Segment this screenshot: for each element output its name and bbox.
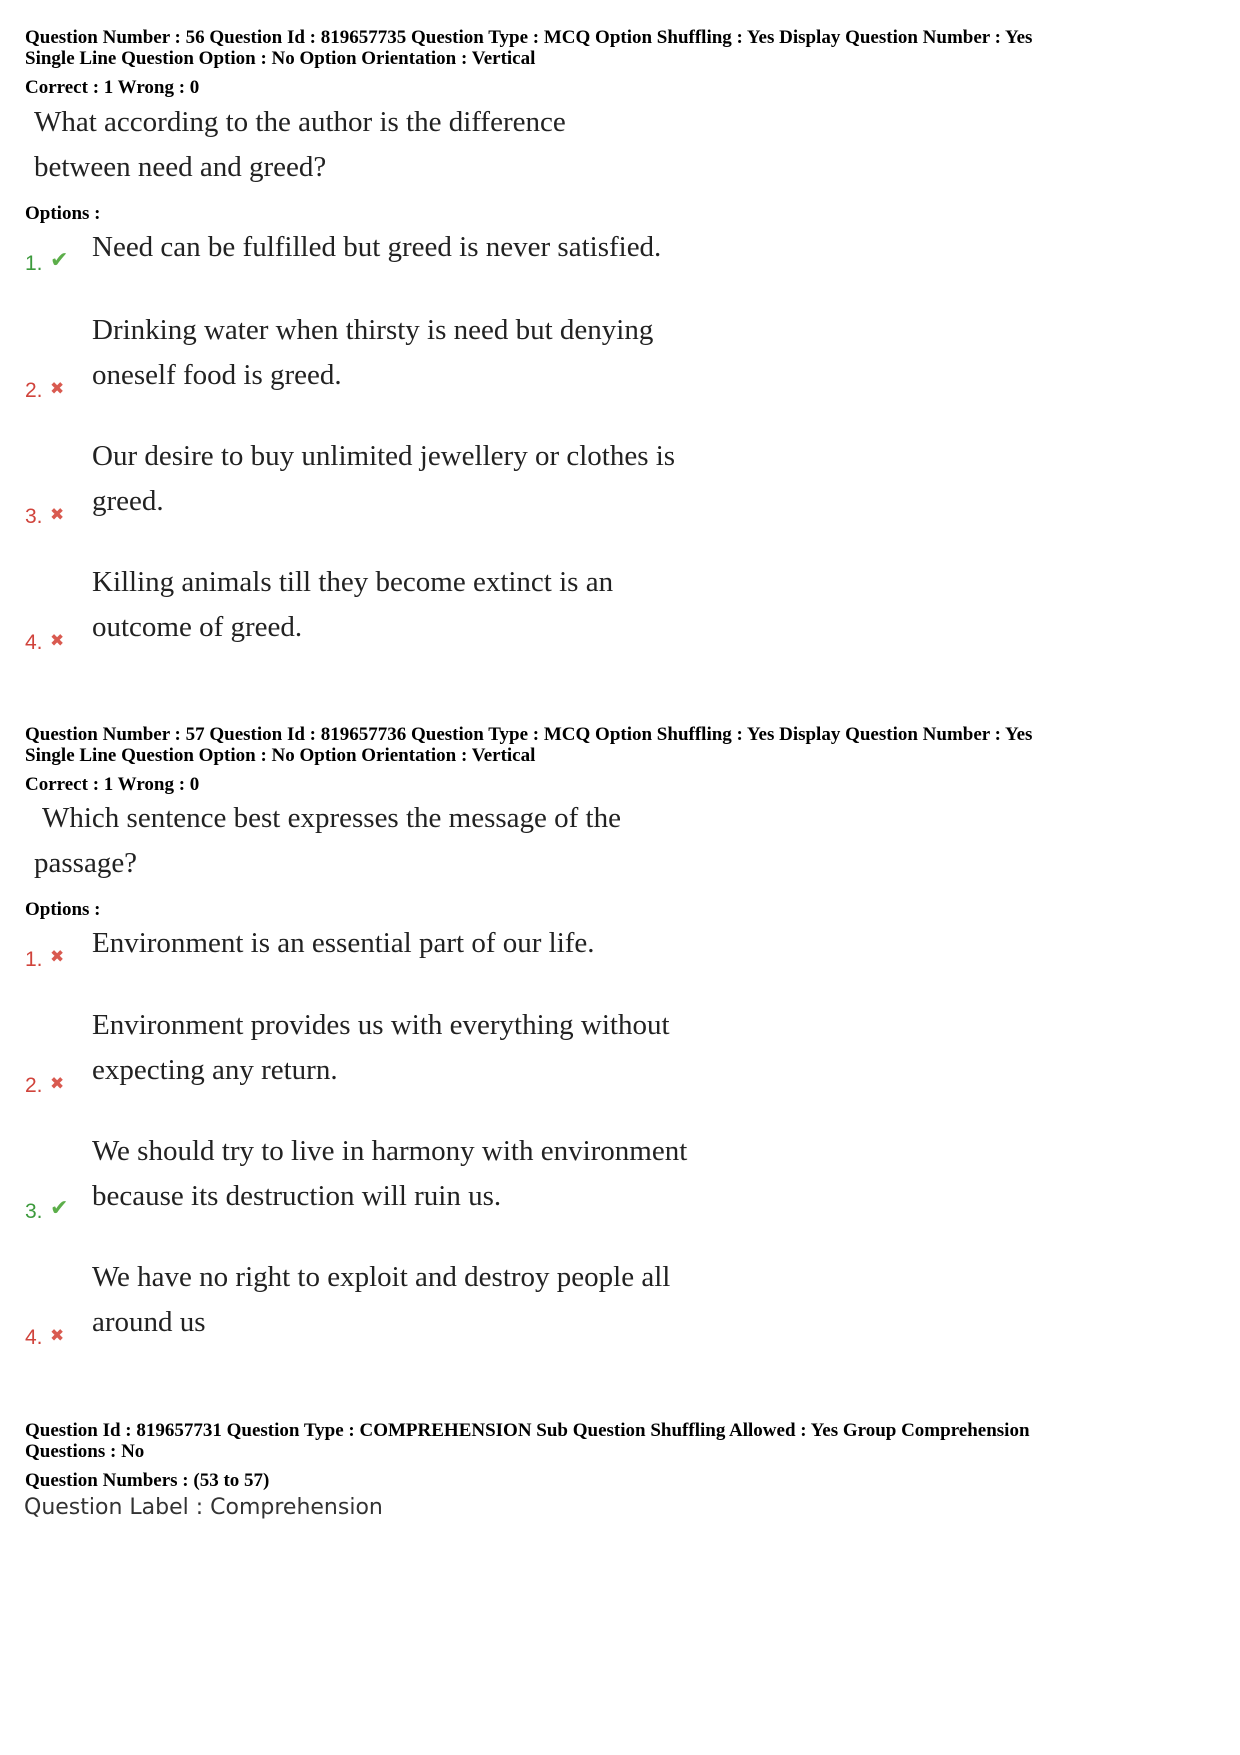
q57-option-2-text-line2: expecting any return. [92, 1054, 338, 1086]
q56-meta-line1: Question Number : 56 Question Id : 819657735 Question Type : MCQ Option Shuffling : Yes Display Question Number : Yes [25, 27, 1033, 48]
comprehension-meta-line2: Questions : No [25, 1441, 145, 1462]
q56-option-3-text-line2: greed. [92, 485, 164, 517]
q57-option-3-number: 3. [25, 1200, 43, 1223]
q57-option-3-text-line2: because its destruction will ruin us. [92, 1180, 502, 1212]
q56-options-heading: Options : [25, 203, 101, 224]
q56-option-3-text-line1: Our desire to buy unlimited jewellery or clothes is [92, 440, 676, 472]
q57-meta-line1: Question Number : 57 Question Id : 819657736 Question Type : MCQ Option Shuffling : Yes Display Question Number : Yes [25, 724, 1033, 745]
q57-question-line1: Which sentence best expresses the message of the [42, 802, 621, 834]
q57-marks: Correct : 1 Wrong : 0 [25, 774, 200, 795]
q57-option-2-text-line1: Environment provides us with everything without [92, 1009, 670, 1041]
q57-meta-line2: Single Line Question Option : No Option Orientation : Vertical [25, 745, 536, 766]
q56-option-4-text-line1: Killing animals till they become extinct is an [92, 566, 614, 598]
q56-option-1-number: 1. [25, 252, 43, 275]
q57-option-1-number: 1. [25, 948, 43, 971]
q56-option-4-text-line2: outcome of greed. [92, 611, 303, 643]
q56-option-3-number: 3. [25, 505, 43, 528]
q57-option-4-text-line1: We have no right to exploit and destroy people all [92, 1261, 671, 1293]
q57-option-4-text-line2: around us [92, 1306, 206, 1338]
q56-option-2-number: 2. [25, 379, 43, 402]
q56-option-1-text: Need can be fulfilled but greed is never satisfied. [92, 231, 662, 263]
comprehension-meta-line1: Question Id : 819657731 Question Type : COMPREHENSION Sub Question Shuffling Allowed : Yes Group Comprehension [25, 1420, 1030, 1441]
q56-option-4-number: 4. [25, 631, 43, 654]
q57-options-heading: Options : [25, 899, 101, 920]
q56-meta-line2: Single Line Question Option : No Option Orientation : Vertical [25, 48, 536, 69]
cross-icon: ✖ [50, 1326, 65, 1346]
q57-option-3-text-line1: We should try to live in harmony with environment [92, 1135, 688, 1167]
comprehension-question-label: Question Label : Comprehension [24, 1495, 383, 1520]
q56-question-line1: What according to the author is the difference [34, 106, 566, 138]
cross-icon: ✖ [50, 1074, 65, 1094]
q57-option-2-number: 2. [25, 1074, 43, 1097]
q57-option-4-number: 4. [25, 1326, 43, 1349]
q56-question-line2: between need and greed? [34, 151, 327, 183]
check-icon: ✔ [50, 248, 69, 273]
q56-marks: Correct : 1 Wrong : 0 [25, 77, 200, 98]
check-icon: ✔ [50, 1196, 69, 1221]
cross-icon: ✖ [50, 379, 65, 399]
q56-option-2-text-line1: Drinking water when thirsty is need but denying [92, 314, 654, 346]
q57-question-line2: passage? [34, 847, 138, 879]
q56-option-2-text-line2: oneself food is greed. [92, 359, 342, 391]
cross-icon: ✖ [50, 947, 65, 967]
cross-icon: ✖ [50, 505, 65, 525]
comprehension-question-numbers: Question Numbers : (53 to 57) [25, 1470, 270, 1491]
q57-option-1-text: Environment is an essential part of our life. [92, 927, 595, 959]
cross-icon: ✖ [50, 631, 65, 651]
